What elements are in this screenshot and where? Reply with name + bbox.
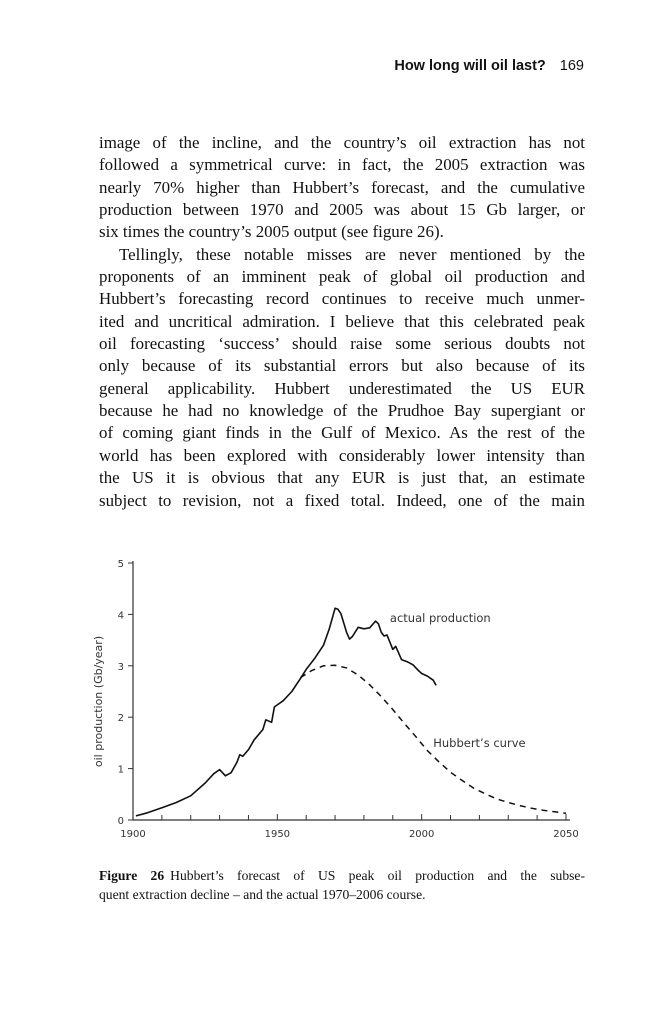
x-tick-label: 1900 xyxy=(120,829,146,840)
y-tick-label: 2 xyxy=(117,713,124,725)
x-tick-label: 2000 xyxy=(408,829,435,840)
y-axis-label: oil production (Gb/year) xyxy=(92,635,105,768)
figure-26-chart xyxy=(88,548,588,858)
body-text xyxy=(99,132,585,512)
body-line: because he had no knowledge of the Prudhoe Bay supergiant or xyxy=(99,401,585,421)
caption-line: quent extraction decline – and the actual 1970–2006 course. xyxy=(99,886,426,902)
page-number: 169 xyxy=(559,58,584,74)
x-tick-label: 1950 xyxy=(264,829,291,840)
body-line: followed a symmetrical curve: in fact, the 2005 extraction was xyxy=(99,155,585,175)
series-line-actual-production xyxy=(136,608,436,816)
series-label-hubberts-curve: Hubbert’s curve xyxy=(433,736,526,751)
body-line: Hubbert’s forecasting record continues to receive much unmer- xyxy=(99,289,585,309)
figure-caption xyxy=(99,867,585,904)
body-line: ited and uncritical admiration. I believe that this celebrated peak xyxy=(99,311,585,331)
y-tick-label: 3 xyxy=(117,661,124,673)
body-line: of coming giant finds in the Gulf of Mexico. As the rest of the xyxy=(99,423,585,443)
running-header-title: How long will oil last? xyxy=(394,58,546,74)
body-line: the US it is obvious that any EUR is just that, an estimate xyxy=(99,468,585,488)
body-line: oil forecasting ‘success’ should raise some serious doubts not xyxy=(99,334,585,354)
body-line: production between 1970 and 2005 was about 15 Gb larger, or xyxy=(99,200,585,220)
body-line: only because of its substantial errors but also because of its xyxy=(99,356,585,376)
chart-svg xyxy=(88,548,588,858)
y-tick-label: 1 xyxy=(117,764,124,776)
y-tick-label: 0 xyxy=(117,816,124,827)
body-line: world has been explored with considerably lower intensity than xyxy=(99,445,585,465)
running-header xyxy=(394,58,584,74)
body-line: image of the incline, and the country’s oil extraction has not xyxy=(99,133,585,152)
body-line: nearly 70% higher than Hubbert’s forecast, and the cumulative xyxy=(99,177,585,197)
series-label-actual-production: actual production xyxy=(389,611,491,626)
x-tick-label: 2050 xyxy=(553,829,579,840)
y-tick-label: 5 xyxy=(117,559,124,570)
body-line: general applicability. Hubbert underestimated the US EUR xyxy=(99,378,585,398)
caption-figure-label: Figure 26 xyxy=(99,868,165,883)
caption-line xyxy=(99,867,585,886)
body-line: six times the country’s 2005 output (see figure 26). xyxy=(99,222,444,242)
body-line: proponents of an imminent peak of global oil production and xyxy=(99,267,585,287)
body-line: subject to revision, not a fixed total. Indeed, one of the main xyxy=(99,490,585,510)
caption-text: Hubbert’s forecast of US peak oil production and the subse- xyxy=(170,868,585,883)
body-line: Tellingly, these notable misses are never mentioned by the xyxy=(119,244,585,264)
y-tick-label: 4 xyxy=(117,610,124,622)
